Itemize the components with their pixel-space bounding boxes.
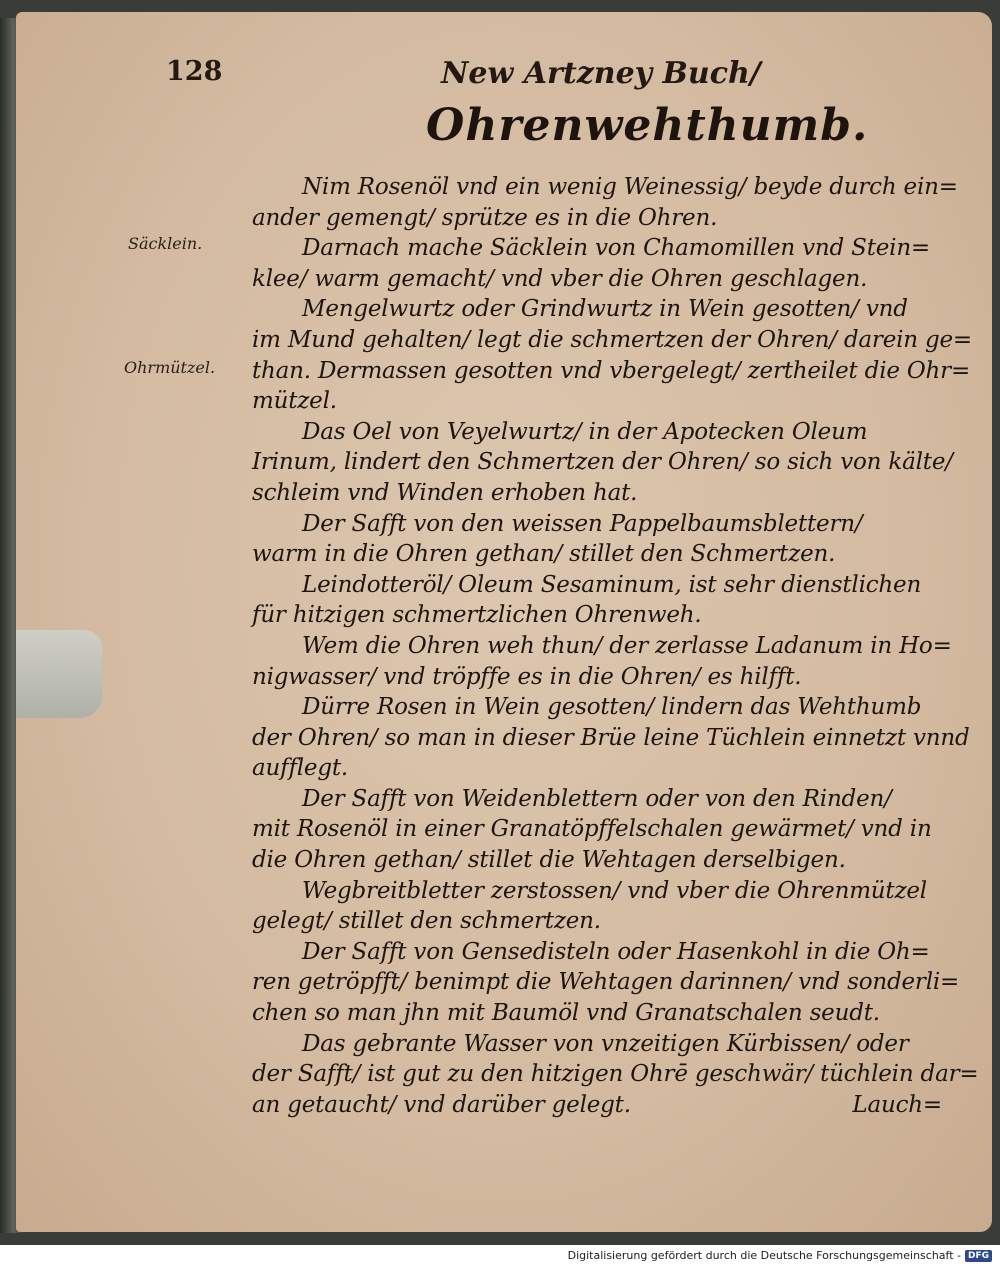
text-line: Der Safft von Weidenblettern oder von den Rinden/ [302, 785, 892, 812]
page-number: 128 [166, 56, 223, 87]
text-line: Dürre Rosen in Wein gesotten/ lindern das Wehthumb [302, 694, 922, 721]
text-line: chen so man jhn mit Baumöl vnd Granatschalen seudt. [252, 1000, 880, 1027]
text-line: Nim Rosenöl vnd ein wenig Weinessig/ beyde durch ein= [302, 174, 958, 200]
text-line: Irinum, lindert den Schmertzen der Ohren/ so sich von kälte/ [252, 449, 953, 476]
bookmark-tab [16, 630, 102, 718]
text-line-content: an getaucht/ vnd darüber gelegt. [252, 1091, 631, 1118]
text-line: der Ohren/ so man in dieser Brüe leine Tüchlein einnetzt vnnd [252, 724, 970, 751]
text-line: nigwasser/ vnd tröpffe es in die Ohren/ es hilfft. [252, 663, 802, 690]
margin-note-saecklein: Säcklein. [128, 234, 203, 253]
running-title: New Artzney Buch/ [441, 56, 761, 91]
body-text [252, 172, 979, 1120]
text-line: Das gebrante Wasser von vnzeitigen Kürbissen/ oder [302, 1030, 909, 1057]
digitization-footer [568, 1249, 992, 1262]
text-line: ren getröpfft/ benimpt die Wehtagen darinnen/ vnd sonderli= [252, 969, 960, 996]
text-line: Wegbreitbletter zerstossen/ vnd vber die Ohrenmützel [302, 877, 927, 904]
catchword: Lauch= [852, 1091, 942, 1118]
text-line: aufflegt. [252, 755, 348, 782]
margin-note-ohrmuetzel: Ohrmützel. [124, 358, 216, 377]
text-line: im Mund gehalten/ legt die schmertzen der Ohren/ darein ge= [252, 326, 972, 353]
text-line: der Safft/ ist gut zu den hitzigen Ohrē geschwär/ tüchlein dar= [252, 1061, 979, 1088]
text-line: mützel. [252, 388, 337, 415]
dfg-logo-icon: DFG [965, 1250, 992, 1262]
text-line: Wem die Ohren weh thun/ der zerlasse Ladanum in Ho= [302, 632, 952, 659]
text-line: Leindotteröl/ Oleum Sesaminum, ist sehr dienstlichen [302, 571, 922, 598]
footer-text: Digitalisierung gefördert durch die Deutsche Forschungsgemeinschaft - [567, 1249, 961, 1262]
text-line: schleim vnd Winden erhoben hat. [252, 479, 638, 506]
text-line: Das Oel von Veyelwurtz/ in der Apotecken Oleum [302, 418, 868, 445]
text-line: Mengelwurtz oder Grindwurtz in Wein gesotten/ vnd [302, 296, 908, 323]
text-line-last [252, 1090, 942, 1121]
text-line: die Ohren gethan/ stillet die Wehtagen derselbigen. [252, 847, 846, 874]
book-page [16, 12, 992, 1232]
text-line: than. Dermassen gesotten vnd vbergelegt/ zertheilet die Ohr= [252, 357, 971, 384]
text-line: für hitzigen schmertzlichen Ohrenweh. [252, 602, 702, 629]
text-line: mit Rosenöl in einer Granatöpffelschalen gewärmet/ vnd in [252, 816, 932, 843]
text-line: Der Safft von den weissen Pappelbaumsblettern/ [302, 510, 863, 537]
text-line: gelegt/ stillet den schmertzen. [252, 908, 601, 935]
text-line: warm in die Ohren gethan/ stillet den Schmertzen. [252, 541, 836, 568]
text-line: klee/ warm gemacht/ vnd vber die Ohren geschlagen. [252, 265, 868, 292]
page-header [166, 56, 866, 96]
text-line: Darnach mache Säcklein von Chamomillen vnd Stein= [302, 235, 931, 262]
text-line: ander gemengt/ sprütze es in die Ohren. [252, 204, 718, 231]
text-line: Der Safft von Gensedisteln oder Hasenkohl in die Oh= [302, 938, 930, 965]
section-title: Ohrenwehthumb. [426, 100, 869, 151]
